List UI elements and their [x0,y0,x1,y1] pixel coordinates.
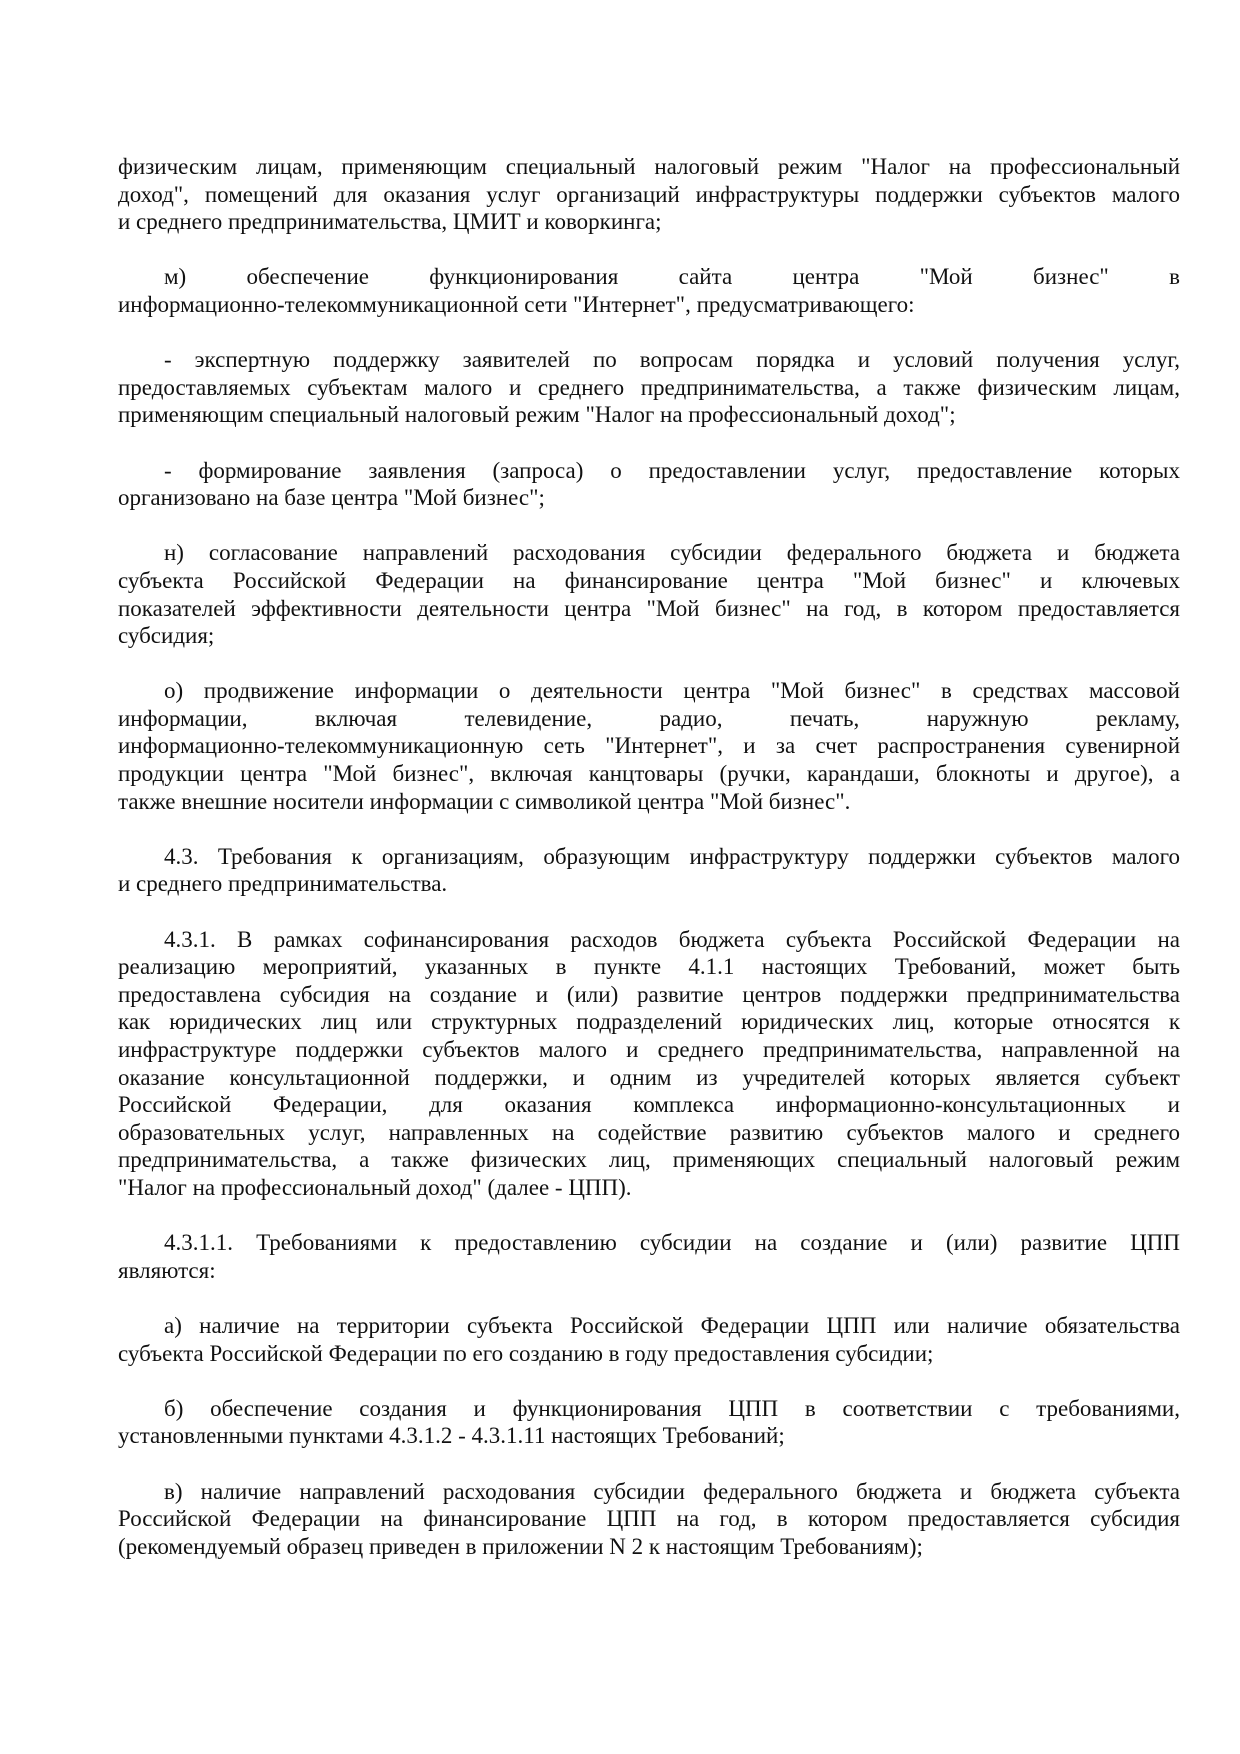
text-line: как юридических лиц или структурных подразделений юридических лиц, которые относятся к [118,1009,1180,1035]
text-line: б) обеспечение создания и функционирования ЦПП в соответствии с требованиями, [164,1395,1180,1421]
text-line: о) продвижение информации о деятельности центра "Мой бизнес" в средствах массовой [164,678,1180,704]
paragraph [118,926,1180,1202]
paragraph [118,153,1180,236]
text-line: 4.3. Требования к организациям, образующим инфраструктуру поддержки субъектов малого [164,843,1180,869]
text-line: применяющим специальный налоговый режим "Налог на профессиональный доход"; [118,402,956,428]
text-line: и среднего предпринимательства, ЦМИТ и коворкинга; [118,209,662,235]
text-line: в) наличие направлений расходования субсидии федерального бюджета и бюджета субъекта [164,1478,1180,1504]
text-line: образовательных услуг, направленных на содействие развитию субъектов малого и среднего [118,1119,1180,1145]
text-line: являются: [118,1257,216,1283]
text-line: организовано на базе центра "Мой бизнес"; [118,485,545,511]
text-line: - экспертную поддержку заявителей по вопросам порядка и условий получения услуг, [164,347,1180,373]
text-line: показателей эффективности деятельности центра "Мой бизнес" на год, в котором предоставляется [118,595,1180,621]
text-line: установленными пунктами 4.3.1.2 - 4.3.1.11 настоящих Требований; [118,1423,785,1449]
text-line: предпринимательства, а также физических лиц, применяющих специальный налоговый режим [118,1147,1180,1173]
text-line: доход", помещений для оказания услуг организаций инфраструктуры поддержки субъектов малого [118,181,1180,207]
text-line: м) обеспечение функционирования сайта центра "Мой бизнес" в [164,264,1180,290]
paragraph [118,539,1180,649]
text-line: - формирование заявления (запроса) о предоставлении услуг, предоставление которых [164,457,1180,483]
text-line: оказание консультационной поддержки, и одним из учредителей которых является субъект [118,1064,1180,1090]
text-line: инфраструктуре поддержки субъектов малого и среднего предпринимательства, направленной на [118,1037,1180,1062]
text-line: Российской Федерации, для оказания комплекса информационно-консультационных и [118,1092,1180,1118]
text-line: а) наличие на территории субъекта Российской Федерации ЦПП или наличие обязательства [164,1312,1180,1338]
text-line: Российской Федерации на финансирование ЦПП на год, в котором предоставляется субсидия [118,1506,1180,1532]
text-line: н) согласование направлений расходования субсидии федерального бюджета и бюджета [164,540,1180,566]
paragraph [118,346,1180,429]
text-line: 4.3.1. В рамках софинансирования расходов бюджета субъекта Российской Федерации на [164,926,1180,952]
paragraph [118,1229,1180,1284]
text-line: информационно-телекоммуникационной сети "Интернет", предусматривающего: [118,291,915,317]
paragraph [118,1312,1180,1367]
paragraph [118,457,1180,512]
text-line: реализацию мероприятий, указанных в пункте 4.1.1 настоящих Требований, может быть [118,954,1180,980]
text-line: также внешние носители информации с символикой центра "Мой бизнес". [118,788,851,814]
text-line: субъекта Российской Федерации на финансирование центра "Мой бизнес" и ключевых [118,567,1180,593]
text-line: субъекта Российской Федерации по его созданию в году предоставления субсидии; [118,1340,934,1366]
text-line: субсидия; [118,623,215,649]
text-line: предоставлена субсидия на создание и (или) развитие центров поддержки предпринимательства [118,981,1180,1007]
paragraph [118,843,1180,898]
paragraph [118,1478,1180,1561]
text-line: информационно-телекоммуникационную сеть "Интернет", и за счет распространения сувенирной [118,733,1180,759]
text-line: предоставляемых субъектам малого и среднего предпринимательства, а также физическим лицам, [118,374,1180,400]
text-line: информации, включая телевидение, радио, печать, наружную рекламу, [118,705,1180,731]
text-line: 4.3.1.1. Требованиями к предоставлению субсидии на создание и (или) развитие ЦПП [164,1230,1180,1256]
paragraph [118,1395,1180,1450]
paragraph [118,263,1180,318]
text-line: и среднего предпринимательства. [118,871,448,897]
text-line: физическим лицам, применяющим специальный налоговый режим "Налог на профессиональный [118,154,1180,179]
document-page [118,153,1180,1588]
paragraph [118,677,1180,815]
text-line: "Налог на профессиональный доход" (далее - ЦПП). [118,1174,632,1200]
text-line: (рекомендуемый образец приведен в приложении N 2 к настоящим Требованиям); [118,1533,923,1559]
text-line: продукции центра "Мой бизнес", включая канцтовары (ручки, карандаши, блокноты и другое), а [118,761,1180,787]
